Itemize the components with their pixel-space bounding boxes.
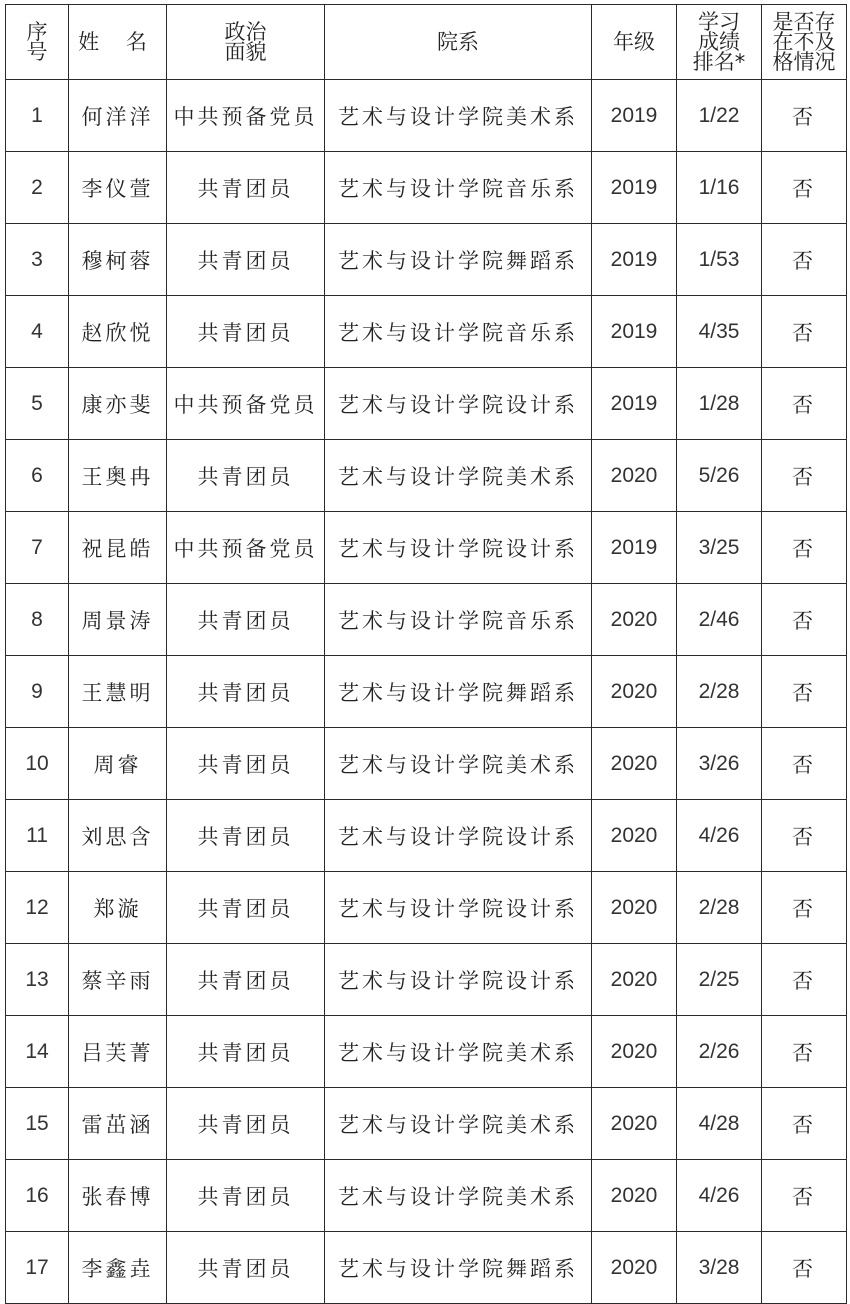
cell-index	[6, 584, 69, 656]
cell-department	[325, 1232, 592, 1304]
cell-failing-text: 否	[792, 464, 816, 489]
cell-politics	[167, 296, 325, 368]
cell-index-text: 4	[31, 320, 43, 343]
cell-politics-text: 共青团员	[197, 1040, 294, 1065]
cell-name	[69, 296, 167, 368]
cell-politics-text: 共青团员	[197, 680, 294, 705]
cell-grade	[592, 728, 677, 800]
cell-politics	[167, 1016, 325, 1088]
cell-name	[69, 656, 167, 728]
cell-politics	[167, 440, 325, 512]
header-row	[6, 5, 847, 80]
cell-politics	[167, 800, 325, 872]
cell-grade-text: 2019	[610, 320, 658, 343]
cell-ranking	[677, 800, 762, 872]
cell-failing-text: 否	[792, 608, 816, 633]
cell-politics-text: 共青团员	[197, 752, 294, 777]
cell-name	[69, 872, 167, 944]
cell-ranking	[677, 1088, 762, 1160]
cell-name-text: 李鑫垚	[81, 1256, 154, 1281]
cell-department	[325, 296, 592, 368]
cell-ranking-text: 2/46	[698, 608, 740, 631]
cell-grade	[592, 1160, 677, 1232]
cell-department-text: 艺术与设计学院美术系	[338, 1040, 578, 1065]
table-row	[6, 656, 847, 728]
header-failing-label: 是否存 在不及 格情况	[772, 10, 836, 74]
table-row	[6, 80, 847, 152]
cell-ranking	[677, 296, 762, 368]
cell-index	[6, 800, 69, 872]
cell-index-text: 13	[25, 968, 49, 991]
cell-name	[69, 512, 167, 584]
cell-failing-text: 否	[792, 968, 816, 993]
cell-ranking-text: 3/26	[698, 752, 740, 775]
cell-grade	[592, 80, 677, 152]
table-row	[6, 1088, 847, 1160]
cell-grade-text: 2020	[610, 968, 658, 991]
cell-grade	[592, 152, 677, 224]
cell-name-text: 何洋洋	[81, 104, 154, 129]
cell-failing	[762, 1160, 847, 1232]
cell-index-text: 8	[31, 608, 43, 631]
table-header	[6, 5, 847, 80]
cell-department-text: 艺术与设计学院美术系	[338, 104, 578, 129]
table-row	[6, 728, 847, 800]
cell-ranking-text: 3/25	[698, 536, 740, 559]
cell-ranking	[677, 80, 762, 152]
cell-politics-text: 共青团员	[197, 176, 294, 201]
cell-index-text: 2	[31, 176, 43, 199]
cell-grade	[592, 440, 677, 512]
cell-index	[6, 1016, 69, 1088]
cell-ranking-text: 1/28	[698, 392, 740, 415]
table-row	[6, 1016, 847, 1088]
cell-failing-text: 否	[792, 248, 816, 273]
cell-failing-text: 否	[792, 1256, 816, 1281]
cell-department-text: 艺术与设计学院设计系	[338, 536, 578, 561]
cell-failing	[762, 1232, 847, 1304]
cell-index	[6, 944, 69, 1016]
cell-politics-text: 共青团员	[197, 248, 294, 273]
cell-politics	[167, 368, 325, 440]
cell-index	[6, 656, 69, 728]
cell-grade-text: 2020	[610, 464, 658, 487]
cell-index	[6, 872, 69, 944]
cell-grade-text: 2019	[610, 248, 658, 271]
cell-index-text: 12	[25, 896, 49, 919]
cell-failing	[762, 80, 847, 152]
cell-politics-text: 共青团员	[197, 968, 294, 993]
cell-ranking	[677, 368, 762, 440]
cell-department	[325, 584, 592, 656]
cell-grade-text: 2020	[610, 1112, 658, 1135]
cell-name-text: 祝昆皓	[81, 536, 154, 561]
cell-ranking	[677, 584, 762, 656]
cell-index-text: 9	[31, 680, 43, 703]
table-row	[6, 368, 847, 440]
cell-grade	[592, 512, 677, 584]
cell-index-text: 16	[25, 1184, 49, 1207]
cell-politics-text: 共青团员	[197, 320, 294, 345]
cell-grade	[592, 584, 677, 656]
cell-department-text: 艺术与设计学院舞蹈系	[338, 680, 578, 705]
cell-name	[69, 440, 167, 512]
cell-grade-text: 2020	[610, 752, 658, 775]
cell-name-text: 郑漩	[93, 896, 142, 921]
cell-failing-text: 否	[792, 176, 816, 201]
cell-ranking	[677, 728, 762, 800]
cell-grade-text: 2020	[610, 1184, 658, 1207]
cell-failing	[762, 1088, 847, 1160]
cell-politics-text: 共青团员	[197, 464, 294, 489]
cell-department-text: 艺术与设计学院舞蹈系	[338, 1256, 578, 1281]
cell-name	[69, 368, 167, 440]
cell-ranking	[677, 656, 762, 728]
cell-department	[325, 224, 592, 296]
header-index-label: 序 号	[26, 20, 48, 64]
cell-index	[6, 152, 69, 224]
cell-name	[69, 1232, 167, 1304]
cell-name-text: 穆柯蓉	[81, 248, 154, 273]
table-row	[6, 296, 847, 368]
header-politics	[167, 5, 325, 80]
cell-index	[6, 1088, 69, 1160]
cell-ranking-text: 4/26	[698, 824, 740, 847]
cell-failing-text: 否	[792, 536, 816, 561]
header-politics-label: 政治 面貌	[224, 20, 267, 64]
cell-index	[6, 440, 69, 512]
cell-failing	[762, 152, 847, 224]
cell-index	[6, 512, 69, 584]
cell-grade-text: 2020	[610, 1256, 658, 1279]
header-department-label: 院系	[437, 30, 479, 54]
cell-grade	[592, 1016, 677, 1088]
cell-politics	[167, 656, 325, 728]
cell-politics-text: 中共预备党员	[173, 104, 318, 129]
cell-grade	[592, 944, 677, 1016]
cell-grade-text: 2020	[610, 608, 658, 631]
cell-department-text: 艺术与设计学院舞蹈系	[338, 248, 578, 273]
cell-name-text: 蔡辛雨	[81, 968, 154, 993]
cell-ranking	[677, 440, 762, 512]
cell-ranking-text: 1/16	[698, 176, 740, 199]
cell-department	[325, 944, 592, 1016]
cell-name-text: 刘思含	[81, 824, 154, 849]
cell-ranking-text: 4/35	[698, 320, 740, 343]
cell-name-text: 康亦斐	[81, 392, 154, 417]
cell-ranking	[677, 944, 762, 1016]
cell-name	[69, 584, 167, 656]
cell-grade	[592, 1088, 677, 1160]
cell-name-text: 李仪萱	[81, 176, 154, 201]
cell-politics-text: 共青团员	[197, 608, 294, 633]
cell-name-text: 雷茁涵	[81, 1112, 154, 1137]
cell-department-text: 艺术与设计学院美术系	[338, 1184, 578, 1209]
cell-failing-text: 否	[792, 320, 816, 345]
cell-name	[69, 728, 167, 800]
cell-ranking-text: 4/28	[698, 1112, 740, 1135]
cell-index	[6, 296, 69, 368]
cell-failing-text: 否	[792, 1040, 816, 1065]
cell-failing	[762, 800, 847, 872]
cell-grade	[592, 1232, 677, 1304]
cell-name-text: 周睿	[93, 752, 142, 777]
cell-ranking-text: 1/53	[698, 248, 740, 271]
cell-grade	[592, 296, 677, 368]
cell-failing-text: 否	[792, 824, 816, 849]
cell-department	[325, 368, 592, 440]
cell-grade	[592, 656, 677, 728]
cell-politics	[167, 152, 325, 224]
cell-failing-text: 否	[792, 752, 816, 777]
cell-department-text: 艺术与设计学院设计系	[338, 896, 578, 921]
cell-ranking-text: 1/22	[698, 104, 740, 127]
cell-department-text: 艺术与设计学院音乐系	[338, 608, 578, 633]
cell-ranking	[677, 512, 762, 584]
cell-failing	[762, 656, 847, 728]
cell-department-text: 艺术与设计学院设计系	[338, 824, 578, 849]
cell-department	[325, 1088, 592, 1160]
cell-name	[69, 1160, 167, 1232]
cell-grade	[592, 368, 677, 440]
cell-politics	[167, 512, 325, 584]
cell-ranking-text: 2/28	[698, 680, 740, 703]
cell-grade	[592, 872, 677, 944]
cell-grade-text: 2020	[610, 1040, 658, 1063]
cell-politics	[167, 728, 325, 800]
cell-failing	[762, 296, 847, 368]
cell-department	[325, 1160, 592, 1232]
cell-index-text: 7	[31, 536, 43, 559]
cell-department-text: 艺术与设计学院设计系	[338, 392, 578, 417]
cell-name-text: 吕芙菁	[81, 1040, 154, 1065]
cell-department	[325, 656, 592, 728]
cell-grade-text: 2019	[610, 176, 658, 199]
cell-failing	[762, 728, 847, 800]
table-row	[6, 224, 847, 296]
table-row	[6, 872, 847, 944]
cell-politics-text: 共青团员	[197, 1184, 294, 1209]
cell-name-text: 张春博	[81, 1184, 154, 1209]
cell-department-text: 艺术与设计学院音乐系	[338, 176, 578, 201]
student-roster-table	[5, 4, 847, 1304]
cell-ranking	[677, 872, 762, 944]
cell-grade	[592, 224, 677, 296]
table-row	[6, 584, 847, 656]
cell-failing-text: 否	[792, 1112, 816, 1137]
cell-ranking-text: 2/28	[698, 896, 740, 919]
cell-department	[325, 1016, 592, 1088]
cell-failing-text: 否	[792, 896, 816, 921]
cell-politics-text: 共青团员	[197, 824, 294, 849]
cell-department-text: 艺术与设计学院美术系	[338, 464, 578, 489]
header-name	[69, 5, 167, 80]
cell-grade-text: 2019	[610, 104, 658, 127]
cell-ranking-text: 2/26	[698, 1040, 740, 1063]
cell-politics-text: 共青团员	[197, 1256, 294, 1281]
cell-index-text: 10	[25, 752, 49, 775]
cell-politics	[167, 584, 325, 656]
cell-grade	[592, 800, 677, 872]
cell-politics-text: 中共预备党员	[173, 536, 318, 561]
cell-failing-text: 否	[792, 680, 816, 705]
table-row	[6, 800, 847, 872]
cell-name	[69, 224, 167, 296]
cell-ranking-text: 4/26	[698, 1184, 740, 1207]
cell-department	[325, 440, 592, 512]
cell-politics	[167, 1160, 325, 1232]
cell-grade-text: 2020	[610, 680, 658, 703]
table-row	[6, 152, 847, 224]
cell-failing-text: 否	[792, 392, 816, 417]
cell-name-text: 王奥冉	[81, 464, 154, 489]
cell-politics	[167, 1088, 325, 1160]
cell-name-text: 周景涛	[81, 608, 154, 633]
cell-index-text: 14	[25, 1040, 49, 1063]
cell-index	[6, 728, 69, 800]
cell-index	[6, 368, 69, 440]
cell-politics-text: 共青团员	[197, 896, 294, 921]
header-grade	[592, 5, 677, 80]
cell-ranking	[677, 1160, 762, 1232]
table-row	[6, 512, 847, 584]
cell-ranking-text: 3/28	[698, 1256, 740, 1279]
cell-index-text: 6	[31, 464, 43, 487]
cell-name	[69, 152, 167, 224]
cell-politics-text: 共青团员	[197, 1112, 294, 1137]
cell-politics	[167, 224, 325, 296]
header-grade-label: 年级	[613, 30, 655, 54]
cell-department-text: 艺术与设计学院美术系	[338, 1112, 578, 1137]
header-failing	[762, 5, 847, 80]
cell-index-text: 11	[26, 824, 48, 847]
cell-failing	[762, 440, 847, 512]
header-ranking	[677, 5, 762, 80]
cell-name-text: 王慧明	[81, 680, 154, 705]
cell-index-text: 1	[31, 104, 43, 127]
cell-grade-text: 2019	[610, 536, 658, 559]
cell-failing	[762, 872, 847, 944]
table-row	[6, 944, 847, 1016]
cell-department	[325, 872, 592, 944]
cell-ranking-text: 5/26	[698, 464, 740, 487]
cell-failing	[762, 224, 847, 296]
header-ranking-label: 学习 成绩 排名*	[692, 10, 746, 74]
cell-ranking	[677, 224, 762, 296]
cell-failing	[762, 584, 847, 656]
cell-failing	[762, 1016, 847, 1088]
cell-name	[69, 1088, 167, 1160]
cell-politics	[167, 944, 325, 1016]
cell-politics-text: 中共预备党员	[173, 392, 318, 417]
cell-politics	[167, 872, 325, 944]
cell-index	[6, 224, 69, 296]
cell-grade-text: 2020	[610, 896, 658, 919]
cell-failing	[762, 944, 847, 1016]
cell-failing-text: 否	[792, 104, 816, 129]
cell-ranking	[677, 1232, 762, 1304]
cell-index-text: 5	[31, 392, 43, 415]
header-department	[325, 5, 592, 80]
cell-index-text: 3	[31, 248, 43, 271]
cell-department-text: 艺术与设计学院美术系	[338, 752, 578, 777]
cell-department	[325, 728, 592, 800]
table-row	[6, 1160, 847, 1232]
cell-department-text: 艺术与设计学院设计系	[338, 968, 578, 993]
cell-department	[325, 800, 592, 872]
cell-ranking	[677, 1016, 762, 1088]
cell-department	[325, 80, 592, 152]
cell-name	[69, 944, 167, 1016]
table-body	[6, 80, 847, 1304]
cell-failing	[762, 368, 847, 440]
cell-politics	[167, 1232, 325, 1304]
cell-name	[69, 1016, 167, 1088]
header-name-label: 姓 名	[78, 30, 157, 54]
header-index	[6, 5, 69, 80]
cell-failing-text: 否	[792, 1184, 816, 1209]
cell-grade-text: 2020	[610, 824, 658, 847]
cell-name-text: 赵欣悦	[81, 320, 154, 345]
cell-grade-text: 2019	[610, 392, 658, 415]
cell-index	[6, 80, 69, 152]
cell-index	[6, 1232, 69, 1304]
cell-department-text: 艺术与设计学院音乐系	[338, 320, 578, 345]
cell-department	[325, 152, 592, 224]
cell-name	[69, 800, 167, 872]
cell-department	[325, 512, 592, 584]
table-row	[6, 440, 847, 512]
cell-index-text: 15	[25, 1112, 49, 1135]
cell-politics	[167, 80, 325, 152]
cell-index-text: 17	[25, 1256, 49, 1279]
cell-failing	[762, 512, 847, 584]
table-row	[6, 1232, 847, 1304]
cell-name	[69, 80, 167, 152]
cell-ranking	[677, 152, 762, 224]
cell-index	[6, 1160, 69, 1232]
cell-ranking-text: 2/25	[698, 968, 740, 991]
